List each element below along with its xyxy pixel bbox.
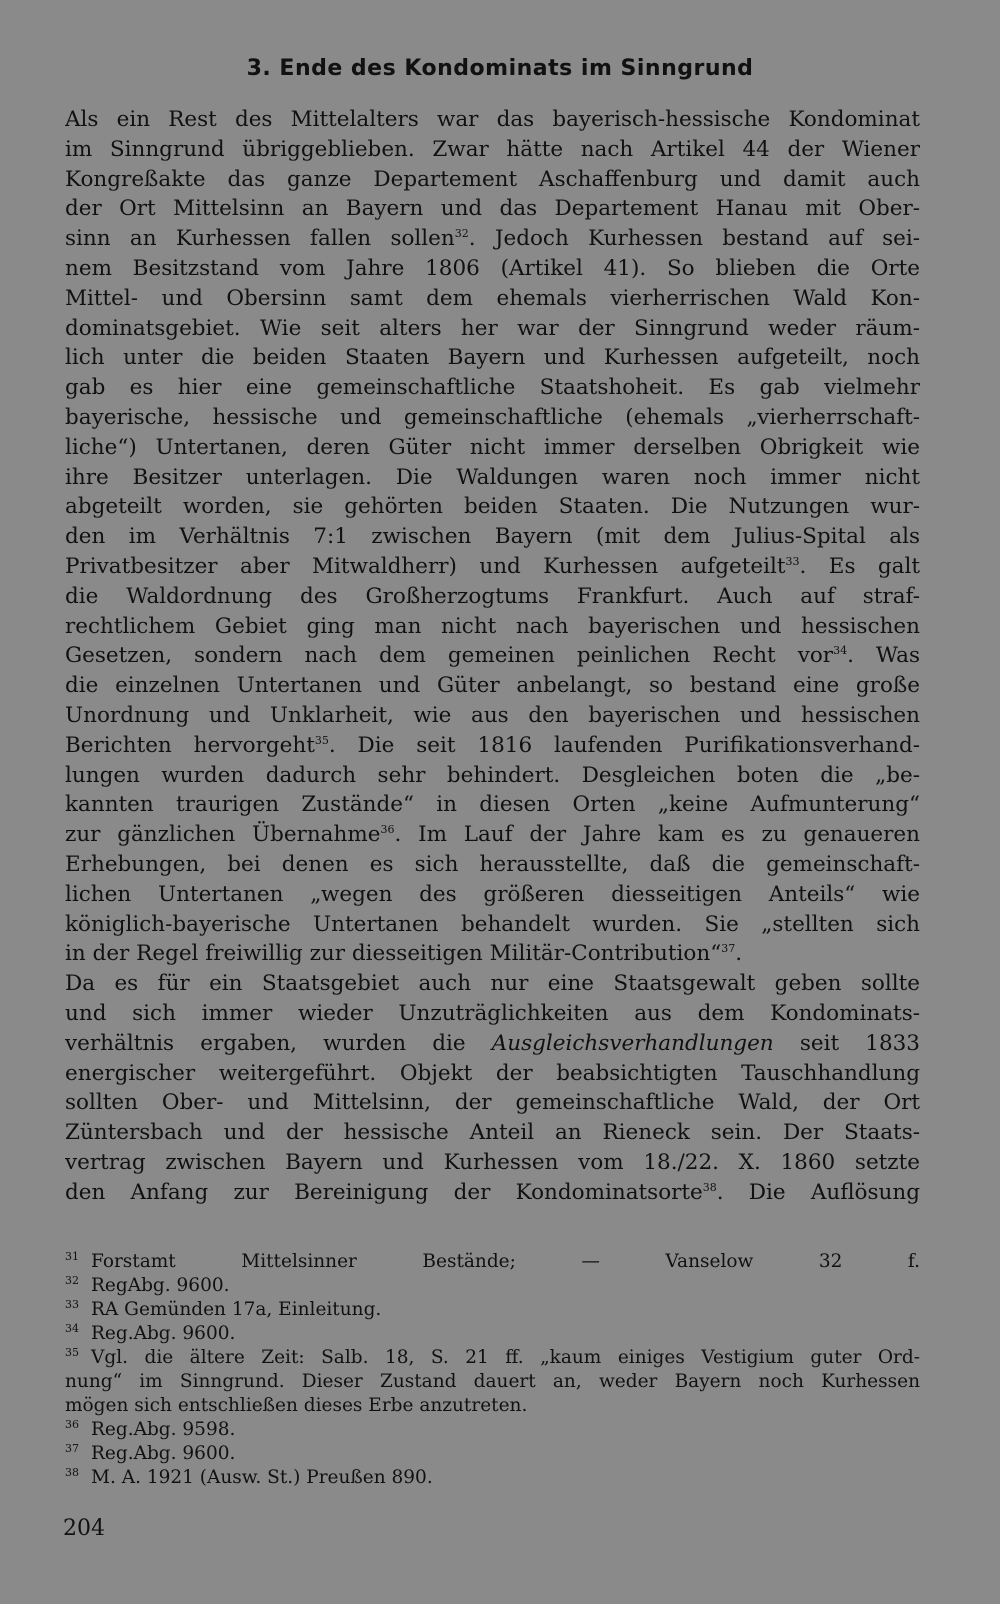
text-line: die Waldordnung des Großherzogtums Frankfurt. Auch auf straf- [65, 583, 920, 609]
footnote-ref: 35 [314, 733, 329, 747]
text-line: Mittel- und Obersinn samt dem ehemals vierherrischen Wald Kon- [65, 285, 920, 311]
footnote-ref: 32 [454, 227, 469, 241]
footnote-text: mögen sich entschließen dieses Erbe anzutreten. [65, 1395, 528, 1416]
text-segment: Privatbesitzer aber Mitwaldherr) und Kurhessen aufgeteilt [65, 553, 786, 579]
text-segment: . Im Lauf der Jahre kam es zu genaueren [394, 822, 920, 848]
text-line [65, 552, 920, 582]
text-segment: . Was [847, 643, 920, 669]
text-line: lungen wurden dadurch sehr behindert. Desgleichen boten die „be- [65, 762, 920, 788]
footnote-text: RA Gemünden 17a, Einleitung. [91, 1299, 382, 1320]
footnote-line: 34 Reg.Abg. 9600. [65, 1322, 236, 1344]
page-number: 204 [63, 1516, 105, 1541]
text-segment: in der Regel freiwillig zur diesseitigen Militär-Contribution“ [65, 941, 722, 967]
main-text [65, 105, 920, 1207]
text-line: bayerische, hessische und gemeinschaftliche (ehemals „vierherrschaft- [65, 404, 920, 430]
footnote-ref: 34 [833, 644, 848, 658]
text-line: Erhebungen, bei denen es sich herausstellte, daß die gemeinschaft- [65, 851, 920, 877]
text-segment: . Jedoch Kurhessen bestand auf sei- [468, 226, 920, 252]
footnote-ref: 36 [380, 823, 395, 837]
text-line [65, 820, 920, 850]
text-line: Da es für ein Staatsgebiet auch nur eine Staatsgewalt geben sollte [65, 971, 920, 997]
text-line: rechtlichem Gebiet ging man nicht nach bayerischen und hessischen [65, 613, 920, 639]
footnote-ref: 37 [721, 942, 736, 956]
text-line: den im Verhältnis 7:1 zwischen Bayern (mit dem Julius-Spital als [65, 524, 920, 550]
text-line: königlich-bayerische Untertanen behandelt wurden. Sie „stellten sich [65, 911, 920, 937]
footnote-text: Vgl. die ältere Zeit: Salb. 18, S. 21 ff. „kaum einiges Vestigium guter Ord- [91, 1347, 920, 1368]
footnote-text: Reg.Abg. 9598. [91, 1419, 236, 1440]
text-segment: seit 1833 [799, 1030, 920, 1056]
footnote-text: nung“ im Sinngrund. Dieser Zustand dauert an, weder Bayern noch Kurhessen [65, 1371, 920, 1392]
footnote-text: Forstamt Mittelsinner Bestände; — Vanselow 32 f. [91, 1251, 920, 1272]
text-line: lichen Untertanen „wegen des größeren diesseitigen Anteils“ wie [65, 881, 920, 907]
text-line [65, 731, 920, 761]
footnote-ref: 38 [702, 1180, 717, 1194]
text-line: Unordnung und Unklarheit, wie aus den bayerischen und hessischen [65, 702, 920, 728]
text-line: der Ort Mittelsinn an Bayern und das Departement Hanau mit Ober- [65, 196, 920, 222]
footnote-ref: 33 [785, 554, 800, 568]
text-line: gab es hier eine gemeinschaftliche Staatshoheit. Es gab vielmehr [65, 375, 920, 401]
footnote-line: 38 M. A. 1921 (Ausw. St.) Preußen 890. [65, 1466, 433, 1488]
text-line: sollten Ober- und Mittelsinn, der gemeinschaftliche Wald, der Ort [65, 1090, 920, 1116]
text-line: nem Besitzstand vom Jahre 1806 (Artikel 41). So blieben die Orte [65, 255, 920, 281]
text-segment: Gesetzen, sondern nach dem gemeinen peinlichen Recht vor [65, 643, 834, 669]
text-segment: . Die Auflösung [716, 1179, 920, 1205]
footnote-line [65, 1370, 920, 1394]
text-line [65, 224, 920, 254]
text-line [65, 1178, 920, 1208]
footnote-line: 31 Forstamt Mittelsinner Bestände; — Vanselow 32 f. [65, 1250, 920, 1272]
section-heading: 3. Ende des Kondominats im Sinngrund [246, 56, 754, 81]
text-line: und sich immer wieder Unzuträglichkeiten aus dem Kondominats- [65, 1000, 920, 1026]
text-line: ihre Besitzer unterlagen. Die Waldungen waren noch immer nicht [65, 464, 920, 490]
text-line [65, 1029, 920, 1059]
text-segment: Berichten hervorgeht [65, 732, 315, 758]
text-line: kannten traurigen Zustände“ in diesen Orten „keine Aufmunterung“ [65, 792, 920, 818]
footnote-line: 37 Reg.Abg. 9600. [65, 1442, 236, 1464]
text-line: dominatsgebiet. Wie seit alters her war der Sinngrund weder räum- [65, 315, 920, 341]
footnote-line: 32 RegAbg. 9600. [65, 1274, 230, 1296]
footnote-text: M. A. 1921 (Ausw. St.) Preußen 890. [91, 1467, 433, 1488]
text-line: liche“) Untertanen, deren Güter nicht immer derselben Obrigkeit wie [65, 434, 920, 460]
text-line: abgeteilt worden, sie gehörten beiden Staaten. Die Nutzungen wur- [65, 494, 920, 520]
text-segment: verhältnis ergaben, wurden die [65, 1030, 466, 1056]
text-line: lich unter die beiden Staaten Bayern und Kurhessen aufgeteilt, noch [65, 345, 920, 371]
text-segment: zur gänzlichen Übernahme [65, 822, 381, 848]
footnote-text: RegAbg. 9600. [91, 1275, 230, 1296]
footnotes [65, 1250, 920, 1490]
text-line: Kongreßakte das ganze Departement Aschaffenburg und damit auch [65, 166, 920, 192]
text-line: Als ein Rest des Mittelalters war das bayerisch-hessische Kondominat [65, 107, 920, 132]
footnote-line: 35 Vgl. die ältere Zeit: Salb. 18, S. 21 ff. „kaum einiges Vestigium guter Ord- [65, 1346, 920, 1368]
text-segment: . Die seit 1816 laufenden Purifikationsverhand- [328, 732, 920, 758]
text-line: die einzelnen Untertanen und Güter anbelangt, so bestand eine große [65, 673, 920, 699]
text-line: im Sinngrund übriggeblieben. Zwar hätte nach Artikel 44 der Wiener [65, 136, 920, 162]
footnote-line: 33 RA Gemünden 17a, Einleitung. [65, 1298, 382, 1320]
emphasized-term: Ausgleichsverhandlungen [491, 1030, 774, 1056]
footnote-text: Reg.Abg. 9600. [91, 1323, 236, 1344]
text-line: vertrag zwischen Bayern und Kurhessen vom 18./22. X. 1860 setzte [65, 1149, 920, 1175]
footnote-line: 36 Reg.Abg. 9598. [65, 1418, 236, 1440]
text-segment: den Anfang zur Bereinigung der Kondominatsorte [65, 1179, 703, 1205]
text-line: Züntersbach und der hessische Anteil an Rieneck sein. Der Staats- [65, 1120, 920, 1146]
text-line: energischer weitergeführt. Objekt der beabsichtigten Tauschhandlung [65, 1060, 920, 1086]
footnote-text: Reg.Abg. 9600. [91, 1443, 236, 1464]
footnote-line [65, 1394, 920, 1418]
text-segment: . Es galt [799, 553, 920, 579]
text-segment: . [735, 941, 743, 967]
text-line [65, 641, 920, 671]
text-line [65, 939, 920, 969]
text-segment: sinn an Kurhessen fallen sollen [65, 226, 455, 252]
